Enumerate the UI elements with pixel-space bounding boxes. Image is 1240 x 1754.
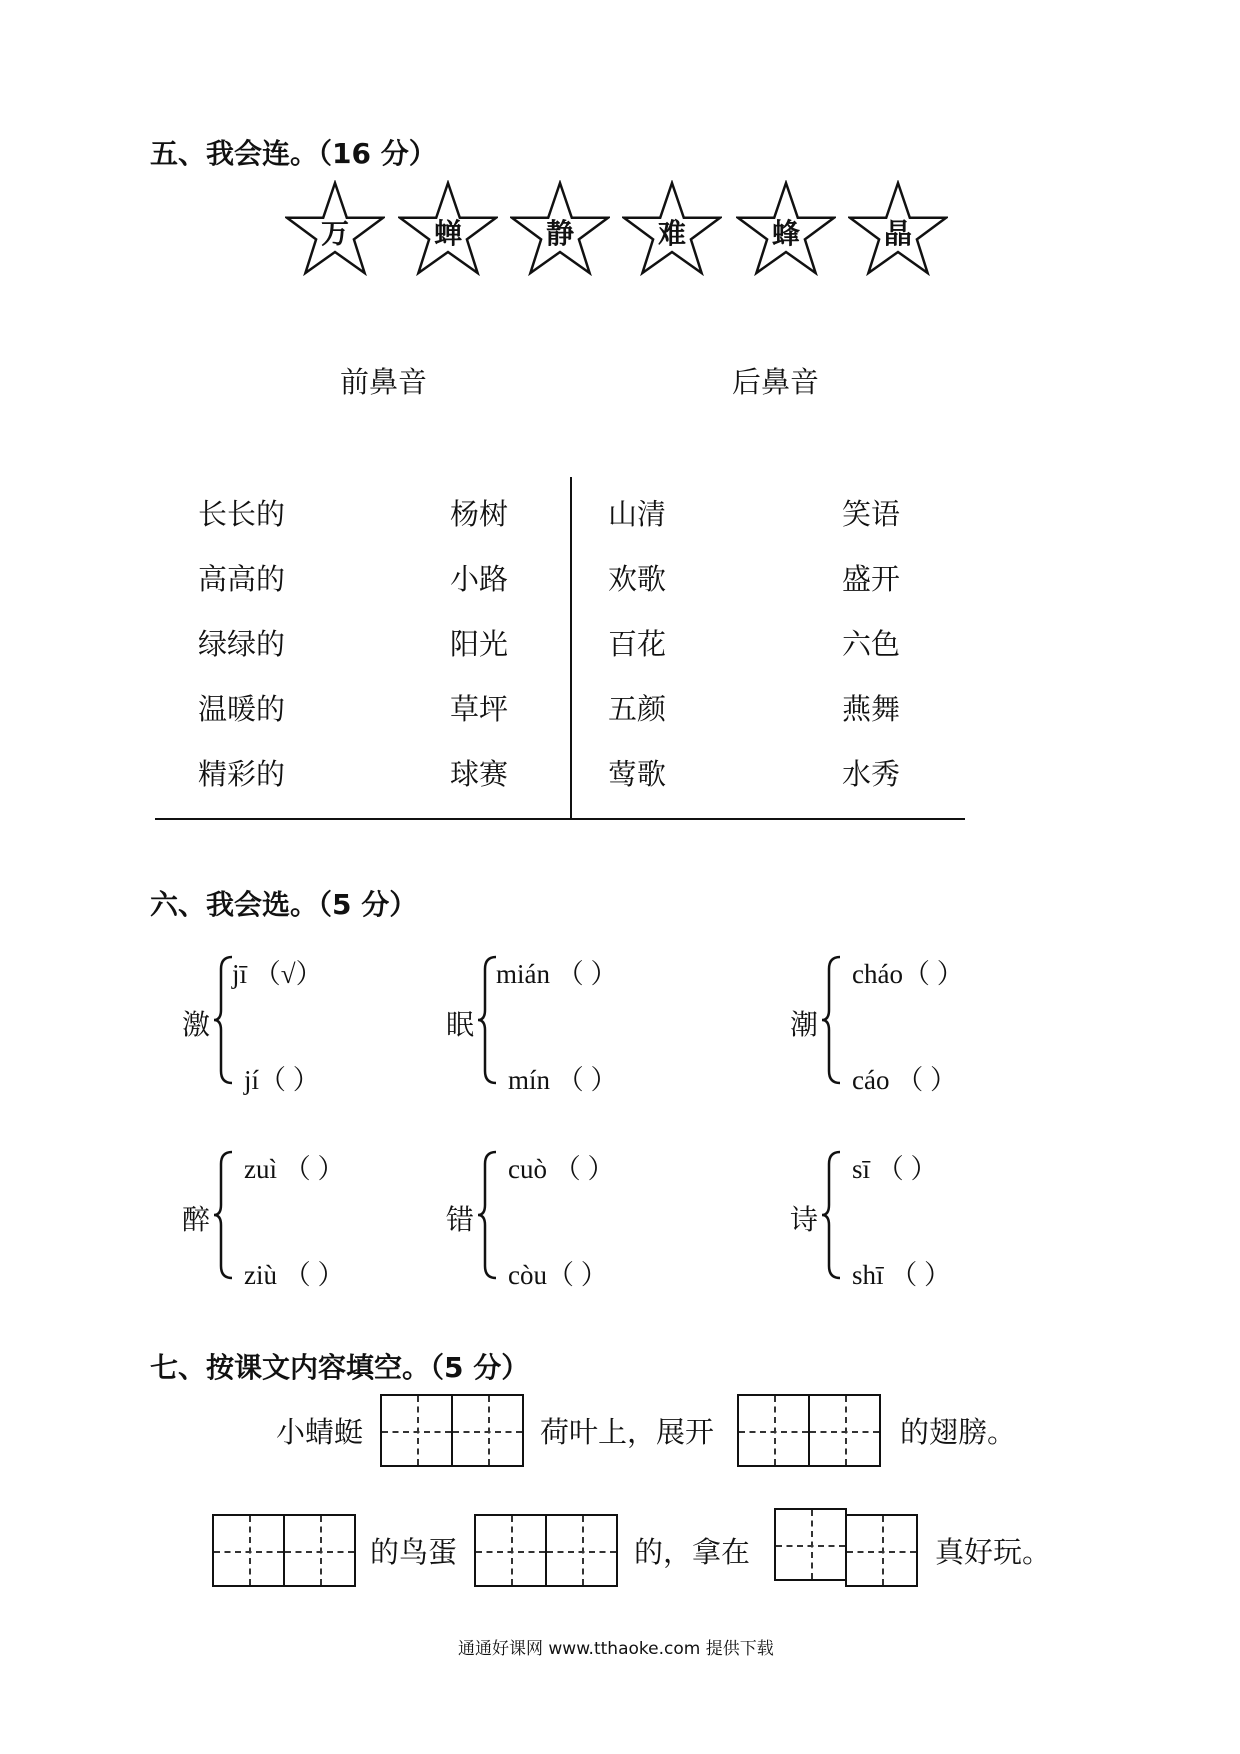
table-bottom-line	[155, 818, 965, 820]
choice-char: 醉	[182, 1203, 211, 1236]
pinyin-option: shī （ ）	[852, 1260, 952, 1290]
list-item: 山清	[608, 497, 667, 531]
list-item: 精彩的	[198, 757, 286, 791]
star-4	[622, 180, 722, 276]
star-6	[848, 180, 948, 276]
list-item: 燕舞	[842, 692, 901, 726]
star-char: 蝉	[433, 217, 462, 250]
star-5	[736, 180, 836, 276]
writing-cell[interactable]	[737, 1394, 810, 1467]
star-3	[510, 180, 610, 276]
list-item: 水秀	[842, 757, 901, 791]
section-7-heading: 七、按课文内容填空。（5 分）	[150, 1351, 530, 1384]
star-char: 蜂	[771, 217, 800, 250]
writing-cell[interactable]	[212, 1514, 285, 1587]
section-6-heading: 六、我会选。（5 分）	[150, 888, 418, 921]
list-item: 阳光	[450, 627, 509, 661]
table-divider-vertical	[570, 477, 572, 819]
front-nasal-label: 前鼻音	[340, 365, 428, 399]
star-char: 静	[545, 217, 574, 250]
writing-cell[interactable]	[545, 1514, 618, 1587]
list-item: 草坪	[450, 692, 509, 726]
sentence-text: 的翅膀。	[900, 1415, 1017, 1449]
list-item: 欢歌	[608, 562, 667, 596]
list-item: 长长的	[198, 497, 286, 531]
writing-cell[interactable]	[451, 1394, 524, 1467]
pinyin-option: cuò （ ）	[508, 1154, 615, 1184]
choice-char: 诗	[790, 1203, 819, 1236]
writing-cell[interactable]	[774, 1508, 847, 1581]
sentence-text: 小蜻蜓	[276, 1415, 364, 1449]
sentence-text: 的，拿在	[634, 1535, 751, 1569]
pinyin-option: sī （ ）	[852, 1154, 938, 1184]
list-item: 绿绿的	[198, 627, 286, 661]
brace-icon	[212, 955, 234, 1085]
list-item: 盛开	[842, 562, 901, 596]
page-footer: 通通好课网 www.tthaoke.com 提供下载	[458, 1639, 774, 1659]
writing-cell[interactable]	[808, 1394, 881, 1467]
star-2	[398, 180, 498, 276]
sentence-text: 的鸟蛋	[370, 1535, 458, 1569]
answer-grid[interactable]	[380, 1394, 522, 1467]
list-item: 温暖的	[198, 692, 286, 726]
brace-icon	[476, 955, 498, 1085]
brace-icon	[476, 1150, 498, 1280]
writing-cell[interactable]	[474, 1514, 547, 1587]
star-1	[285, 180, 385, 276]
list-item: 小路	[450, 562, 509, 596]
writing-cell[interactable]	[283, 1514, 356, 1587]
pinyin-option: jí（ ）	[244, 1065, 320, 1095]
list-item: 高高的	[198, 562, 286, 596]
choice-char: 错	[446, 1203, 475, 1236]
sentence-text: 荷叶上，展开	[540, 1415, 715, 1449]
list-item: 百花	[608, 627, 667, 661]
pinyin-option: zuì （ ）	[244, 1154, 345, 1184]
pinyin-option: jī （√）	[232, 959, 323, 989]
list-item: 笑语	[842, 497, 901, 531]
pinyin-option: còu（ ）	[508, 1260, 608, 1290]
pinyin-option: cáo （ ）	[852, 1065, 957, 1095]
pinyin-option: ziù （ ）	[244, 1260, 345, 1290]
list-item: 球赛	[450, 757, 509, 791]
answer-grid[interactable]	[737, 1394, 879, 1467]
list-item: 五颜	[608, 692, 667, 726]
list-item: 杨树	[450, 497, 509, 531]
choice-char: 潮	[790, 1008, 819, 1041]
choice-char: 激	[182, 1008, 211, 1041]
writing-cell[interactable]	[380, 1394, 453, 1467]
star-char: 晶	[883, 217, 912, 250]
answer-grid[interactable]	[212, 1514, 354, 1587]
answer-grid[interactable]	[774, 1508, 916, 1587]
list-item: 六色	[842, 627, 901, 661]
pinyin-option: mín （ ）	[508, 1065, 618, 1095]
brace-icon	[820, 955, 842, 1085]
brace-icon	[820, 1150, 842, 1280]
answer-grid[interactable]	[474, 1514, 616, 1587]
star-char: 万	[320, 217, 349, 250]
back-nasal-label: 后鼻音	[732, 365, 820, 399]
brace-icon	[212, 1150, 234, 1280]
section-5-heading: 五、我会连。（16 分）	[150, 137, 437, 170]
writing-cell[interactable]	[845, 1514, 918, 1587]
sentence-text: 真好玩。	[935, 1535, 1052, 1569]
star-char: 难	[657, 217, 686, 250]
list-item: 莺歌	[608, 757, 667, 791]
pinyin-option: cháo（ ）	[852, 959, 964, 989]
choice-char: 眠	[446, 1008, 475, 1041]
pinyin-option: mián （ ）	[496, 959, 618, 989]
